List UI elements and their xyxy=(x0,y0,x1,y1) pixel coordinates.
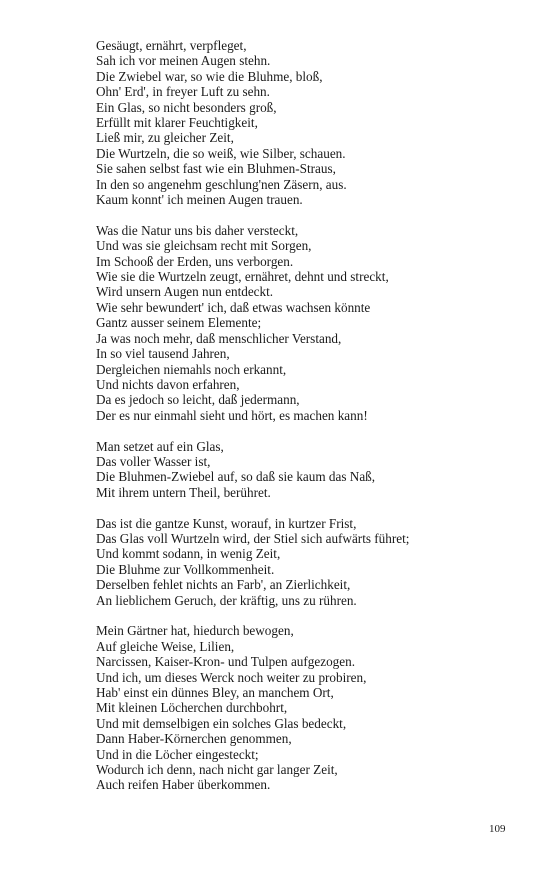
stanza xyxy=(96,623,526,792)
poem-line: Mein Gärtner hat, hiedurch bewogen, xyxy=(96,623,294,639)
poem-line: An lieblichem Geruch, der kräftig, uns zu rühren. xyxy=(96,592,357,608)
poem-line: Und kommt sodann, in wenig Zeit, xyxy=(96,546,281,562)
poem-line: Und was sie gleichsam recht mit Sorgen, xyxy=(96,238,312,254)
poem-line: Hab' einst ein dünnes Bley, an manchem Ort, xyxy=(96,685,334,700)
poem-line: Sie sahen selbst fast wie ein Bluhmen-Straus, xyxy=(96,161,336,177)
poem-line: Die Zwiebel war, so wie die Bluhme, bloß, xyxy=(96,68,323,84)
poem-line: Und in die Löcher eingesteckt; xyxy=(96,746,259,762)
poem-line: Erfüllt mit klarer Feuchtigkeit, xyxy=(96,115,258,131)
poem-line: Wie sehr bewundert' ich, daß etwas wachsen könnte xyxy=(96,299,371,315)
poem-line: Auf gleiche Weise, Lilien, xyxy=(96,638,235,654)
poem-line: Und mit demselbigen ein solches Glas bedeckt, xyxy=(96,715,347,731)
poem-line: In so viel tausend Jahren, xyxy=(96,346,230,362)
poem-line: Narcissen, Kaiser-Kron- und Tulpen aufgezogen. xyxy=(96,654,356,670)
poem-line: Im Schooß der Erden, uns verborgen. xyxy=(96,253,294,269)
poem-line: Ohn' Erd', in freyer Luft zu sehn. xyxy=(96,84,270,100)
poem-body xyxy=(96,38,526,808)
poem-line: Und nichts davon erfahren, xyxy=(96,376,240,392)
page-number: 109 xyxy=(489,823,506,835)
poem-line: Der es nur einmahl sieht und hört, es machen kann! xyxy=(96,407,368,423)
poem-line: Derselben fehlet nichts an Farb', an Zierlichkeit, xyxy=(96,577,351,593)
poem-line: Auch reifen Haber überkommen. xyxy=(96,777,271,793)
poem-line: Gantz ausser seinem Elemente; xyxy=(96,315,262,331)
poem-line: Man setzet auf ein Glas, xyxy=(96,438,224,454)
poem-line: Ein Glas, so nicht besonders groß, xyxy=(96,99,277,115)
poem-line: In den so angenehm geschlung'nen Zäsern, aus. xyxy=(96,176,347,192)
poem-line: Ja was noch mehr, daß menschlicher Verstand, xyxy=(96,330,342,346)
poem-line: Das ist die gantze Kunst, worauf, in kurtzer Frist, xyxy=(96,515,357,531)
stanza xyxy=(96,223,526,423)
poem-line: Die Bluhme zur Vollkommenheit. xyxy=(96,561,275,577)
poem-line: Was die Natur uns bis daher versteckt, xyxy=(96,222,299,238)
poem-line: Wodurch ich denn, nach nicht gar langer Zeit, xyxy=(96,762,338,778)
poem-line: Wird unsern Augen nun entdeckt. xyxy=(96,284,274,300)
poem-line: Die Wurtzeln, die so weiß, wie Silber, schauen. xyxy=(96,145,346,161)
poem-line: Dergleichen niemahls noch erkannt, xyxy=(96,361,287,377)
poem-line: Wie sie die Wurtzeln zeugt, ernähret, dehnt und streckt, xyxy=(96,269,389,285)
poem-line: Und ich, um dieses Werck noch weiter zu probiren, xyxy=(96,669,367,685)
poem-line: Kaum konnt' ich meinen Augen trauen. xyxy=(96,192,303,208)
poem-line: Sah ich vor meinen Augen stehn. xyxy=(96,53,271,69)
poem-line: Gesäugt, ernährt, verpfleget, xyxy=(96,38,247,53)
poem-line: Die Bluhmen-Zwiebel auf, so daß sie kaum das Naß, xyxy=(96,469,376,485)
poem-line: Das voller Wasser ist, xyxy=(96,453,211,469)
poem-line: Ließ mir, zu gleicher Zeit, xyxy=(96,130,234,146)
stanza xyxy=(96,38,526,207)
poem-line: Mit kleinen Löcherchen durchbohrt, xyxy=(96,700,288,716)
stanza xyxy=(96,516,526,608)
poem-line: Dann Haber-Körnerchen genommen, xyxy=(96,731,292,747)
poem-line: Mit ihrem untern Theil, berühret. xyxy=(96,484,271,500)
poem-line: Da es jedoch so leicht, daß jedermann, xyxy=(96,392,300,408)
stanza xyxy=(96,439,526,501)
poem-line: Das Glas voll Wurtzeln wird, der Stiel sich aufwärts führet; xyxy=(96,530,410,546)
